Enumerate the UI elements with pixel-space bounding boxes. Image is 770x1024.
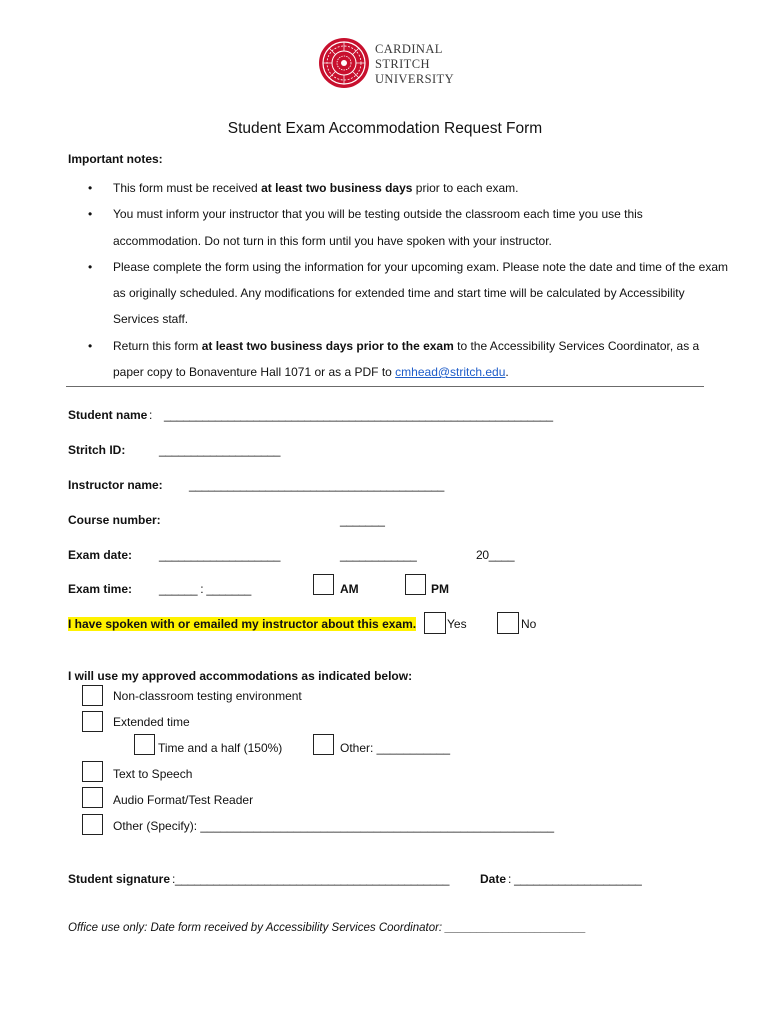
notes-heading: Important notes: xyxy=(68,152,163,166)
note-text: You must inform your instructor that you will be testing outside the classroom each time you use this accommodation. Do not turn in this form until you have spoken with your instructor. xyxy=(113,207,643,248)
instructor-contact-statement: I have spoken with or emailed my instructor about this exam. xyxy=(68,617,417,631)
am-checkbox[interactable] xyxy=(313,574,334,595)
logo-line-1: CARDINAL xyxy=(375,42,443,56)
note-text: . xyxy=(505,365,509,380)
note-item xyxy=(88,254,728,333)
accommodations-heading: I will use my approved accommodations as indicated below: xyxy=(68,669,413,683)
exam-time-field[interactable]: ______ : _______ xyxy=(159,582,251,596)
instructor-name-label: Instructor name: xyxy=(68,478,163,492)
note-text: prior to each exam. xyxy=(412,181,519,195)
spoken-no-checkbox[interactable] xyxy=(497,612,519,634)
note-text: This form must be received xyxy=(113,181,262,195)
exam-time-label: Exam time: xyxy=(68,582,133,596)
text-to-speech-checkbox[interactable] xyxy=(82,761,103,782)
exam-month-field[interactable]: ___________________ xyxy=(159,548,281,562)
time-and-half-label: Time and a half (150%) xyxy=(158,741,283,755)
coordinator-email-link[interactable]: cmhead@stritch.edu xyxy=(395,365,506,380)
signature-field[interactable]: ___________________________________________ xyxy=(175,872,450,886)
note-emphasis: at least two business days xyxy=(261,181,413,195)
other-specify-field[interactable]: Other (Specify): _____________________________________________________ xyxy=(113,819,555,833)
exam-year-field[interactable]: 20____ xyxy=(476,548,515,562)
bullet-icon: • xyxy=(88,338,93,353)
date-field[interactable]: : ____________________ xyxy=(508,872,642,886)
course-number-field[interactable]: _______ xyxy=(340,513,385,527)
note-text: Please complete the form using the information for your upcoming exam. Please note the date and time of the exam as originally scheduled. Any modifications for extended time and start time will be calculated by Accessibility Services staff. xyxy=(113,259,729,327)
spoken-yes-checkbox[interactable] xyxy=(424,612,446,634)
logo-line-2: STRITCH xyxy=(375,57,430,71)
student-name-label: Student name xyxy=(68,408,148,422)
non-classroom-label: Non-classroom testing environment xyxy=(113,689,302,703)
other-time-checkbox[interactable] xyxy=(313,734,334,755)
bullet-icon: • xyxy=(88,207,93,222)
student-name-field[interactable]: _____________________________________________________________ xyxy=(164,408,553,422)
am-label: AM xyxy=(340,582,359,596)
university-name xyxy=(375,42,454,87)
text-to-speech-label: Text to Speech xyxy=(113,767,193,781)
university-seal-icon xyxy=(318,37,370,89)
logo-line-3: UNIVERSITY xyxy=(375,72,454,86)
extended-time-checkbox[interactable] xyxy=(82,711,103,732)
time-and-half-checkbox[interactable] xyxy=(134,734,155,755)
note-text: to the Accessibility Services Coordinator, as a paper copy to Bonaventure Hall 1071 or as a PDF to xyxy=(113,338,700,380)
form-title: Student Exam Accommodation Request Form xyxy=(227,120,543,137)
course-number-label: Course number: xyxy=(68,513,161,527)
note-item xyxy=(88,333,728,386)
note-item xyxy=(88,175,728,201)
pm-label: PM xyxy=(431,582,449,596)
exam-date-label: Exam date: xyxy=(68,548,133,562)
bullet-icon: • xyxy=(88,181,93,195)
audio-format-checkbox[interactable] xyxy=(82,787,103,808)
university-logo xyxy=(318,37,370,92)
signature-colon: : xyxy=(172,872,176,886)
stritch-id-field[interactable]: ___________________ xyxy=(159,443,281,457)
date-label: Date xyxy=(480,872,507,886)
exam-day-field[interactable]: ____________ xyxy=(340,548,417,562)
bullet-icon: • xyxy=(88,259,93,274)
other-specify-checkbox[interactable] xyxy=(82,814,103,835)
notes-list xyxy=(88,175,728,385)
spoken-yes-label: Yes xyxy=(447,617,467,631)
note-emphasis: at least two business days prior to the exam xyxy=(201,338,454,353)
other-time-label[interactable]: Other: ___________ xyxy=(340,741,451,755)
section-divider xyxy=(66,386,704,387)
student-name-colon: : xyxy=(149,408,153,422)
note-text: Return this form xyxy=(113,338,202,353)
extended-time-label: Extended time xyxy=(113,715,190,729)
instructor-name-field[interactable]: ________________________________________ xyxy=(189,478,444,492)
spoken-no-label: No xyxy=(521,617,537,631)
pm-checkbox[interactable] xyxy=(405,574,426,595)
audio-format-label: Audio Format/Test Reader xyxy=(113,793,254,807)
non-classroom-checkbox[interactable] xyxy=(82,685,103,706)
office-use-line: Office use only: Date form received by Accessibility Services Coordinator: ______________________ xyxy=(68,922,587,934)
signature-label: Student signature xyxy=(68,872,171,886)
stritch-id-label: Stritch ID: xyxy=(68,443,126,457)
note-item xyxy=(88,201,728,254)
